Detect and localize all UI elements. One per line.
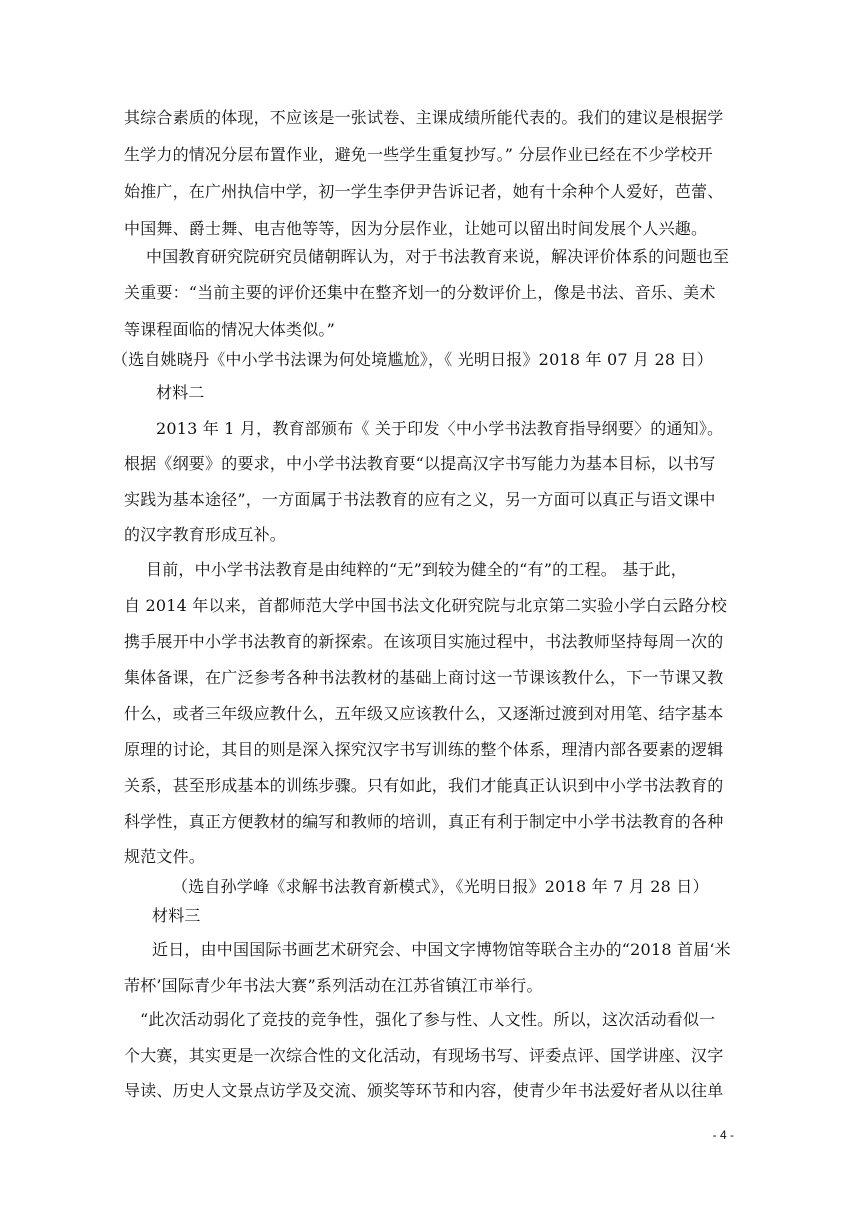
body-text-line: 个大赛，其实更是一次综合性的文化活动，有现场书写、评委点评、国学讲座、汉字 xyxy=(124,1046,724,1065)
source-citation: （选自姚晓丹《中小学书法课为何处境尴尬》，《 光明日报》2018 年 07 月 28 日） xyxy=(112,350,713,369)
body-text-line: 原理的讨论，其目的则是深入探究汉字书写训练的整个体系，理清内部各要素的逻辑 xyxy=(124,740,724,759)
body-text-line: 关系，甚至形成基本的训练步骤。只有如此，我们才能真正认识到中小学书法教育的 xyxy=(124,776,724,795)
body-text-line: 芾杯’国际青少年书法大赛”系列活动在江苏省镇江市举行。 xyxy=(124,976,543,995)
body-text-line: 实践为基本途径”，一方面属于书法教育的应有之义，另一方面可以真正与语文课中 xyxy=(124,490,716,509)
body-text-line: 中国舞、爵士舞、电吉他等等，因为分层作业，让她可以留出时间发展个人兴趣。 xyxy=(124,219,708,238)
body-text-line: 自 2014 年以来，首都师范大学中国书法文化研究院与北京第二实验小学白云路分校 xyxy=(124,596,727,615)
section-heading: 材料三 xyxy=(152,906,201,925)
body-text-line: 根据《纲要》的要求，中小学书法教育要“以提高汉字书写能力为基本目标，以书写 xyxy=(124,454,716,473)
body-text-line: 目前，中小学书法教育是由纯粹的“无”到较为健全的“有”的工程。 基于此， xyxy=(146,560,688,579)
section-heading: 材料二 xyxy=(156,383,205,402)
body-text-line: 科学性，真正方便教材的编写和教师的培训，真正有利于制定中小学书法教育的各种 xyxy=(124,812,724,831)
body-text-line: 始推广，在广州执信中学，初一学生李伊尹告诉记者，她有十余种个人爱好，芭蕾、 xyxy=(124,182,724,201)
body-text-line: “此次活动弱化了竞技的竞争性，强化了参与性、人文性。所以，这次活动看似一 xyxy=(140,1010,716,1029)
body-text-line: 导读、历史人文景点访学及交流、颁奖等环节和内容，使青少年书法爱好者从以往单 xyxy=(124,1081,724,1100)
body-text-line: 集体备课，在广泛参考各种书法教材的基础上商讨这一节课该教什么，下一节课又教 xyxy=(124,668,724,687)
body-text-line: 2013 年 1 月，教育部颁布《 关于印发〈中小学书法教育指导纲要〉的通知》。 xyxy=(156,419,724,438)
body-text-line: 中国教育研究院研究员储朝晖认为，对于书法教育来说，解决评价体系的问题也至 xyxy=(146,247,730,266)
body-text-line: 生学力的情况分层布置作业，避免一些学生重复抄写。” 分层作业已经在不少学校开 xyxy=(124,145,713,164)
body-text-line: 等课程面临的情况大体类似。” xyxy=(124,320,335,339)
page-number: - 4 - xyxy=(712,1128,734,1142)
source-citation: （选自孙学峰《求解书法教育新模式》，《光明日报》2018 年 7 月 28 日） xyxy=(172,877,709,896)
body-text-line: 携手展开中小学书法教育的新探索。在该项目实施过程中，书法教师坚持每周一次的 xyxy=(124,632,724,651)
body-text-line: 的汉字教育形成互补。 xyxy=(124,525,287,544)
body-text-line: 什么，或者三年级应教什么，五年级又应该教什么，又逐渐过渡到对用笔、结字基本 xyxy=(124,704,724,723)
body-text-line: 规范文件。 xyxy=(124,847,206,866)
body-text-line: 关重要：“当前主要的评价还集中在整齐划一的分数评价上，像是书法、音乐、美术 xyxy=(124,283,716,302)
body-text-line: 其综合素质的体现，不应该是一张试卷、主课成绩所能代表的。我们的建议是根据学 xyxy=(124,108,724,127)
body-text-line: 近日，由中国国际书画艺术研究会、中国文字博物馆等联合主办的“2018 首届‘米 xyxy=(152,940,731,959)
